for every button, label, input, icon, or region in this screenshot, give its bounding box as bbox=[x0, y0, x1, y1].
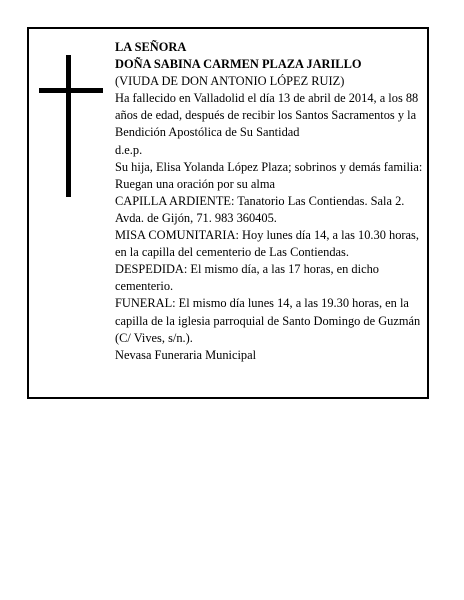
chapel-info: CAPILLA ARDIENTE: Tanatorio Las Contiendas. Sala 2. Avda. de Gijón, 71. 983 360405. bbox=[115, 193, 405, 225]
farewell-info: DESPEDIDA: El mismo día, a las 17 horas, en dicho cementerio. bbox=[115, 262, 379, 294]
cross-vertical-bar bbox=[66, 55, 71, 197]
funeral-home: Nevasa Funeraria Municipal bbox=[115, 347, 257, 362]
widow-of-line: (VIUDA DE DON ANTONIO LÓPEZ RUIZ) bbox=[115, 74, 345, 89]
deceased-name: DOÑA SABINA CARMEN PLAZA JARILLO bbox=[115, 57, 362, 72]
obituary-notice bbox=[27, 27, 429, 399]
cross-horizontal-bar bbox=[39, 88, 103, 93]
notice-text bbox=[115, 39, 423, 364]
notice-heading: LA SEÑORA bbox=[115, 40, 187, 54]
rip-line: d.e.p. bbox=[115, 142, 143, 157]
family-line: Su hija, Elisa Yolanda López Plaza; sobrinos y demás familia: bbox=[115, 159, 423, 174]
prayer-line: Ruegan una oración por su alma bbox=[115, 176, 275, 191]
death-announcement: Ha fallecido en Valladolid el día 13 de abril de 2014, a los 88 años de edad, después de recibir los Santos Sacramentos y la Bendición Apostólica de Su Santidad bbox=[115, 91, 419, 140]
funeral-info: FUNERAL: El mismo día lunes 14, a las 19.30 horas, en la capilla de la iglesia parroquial de Santo Domingo de Guzmán (C/ Vives, s/n.). bbox=[115, 296, 421, 345]
cross-icon bbox=[39, 55, 103, 197]
mass-info: MISA COMUNITARIA: Hoy lunes día 14, a las 10.30 horas, en la capilla del cementerio de Las Contiendas. bbox=[115, 228, 419, 260]
